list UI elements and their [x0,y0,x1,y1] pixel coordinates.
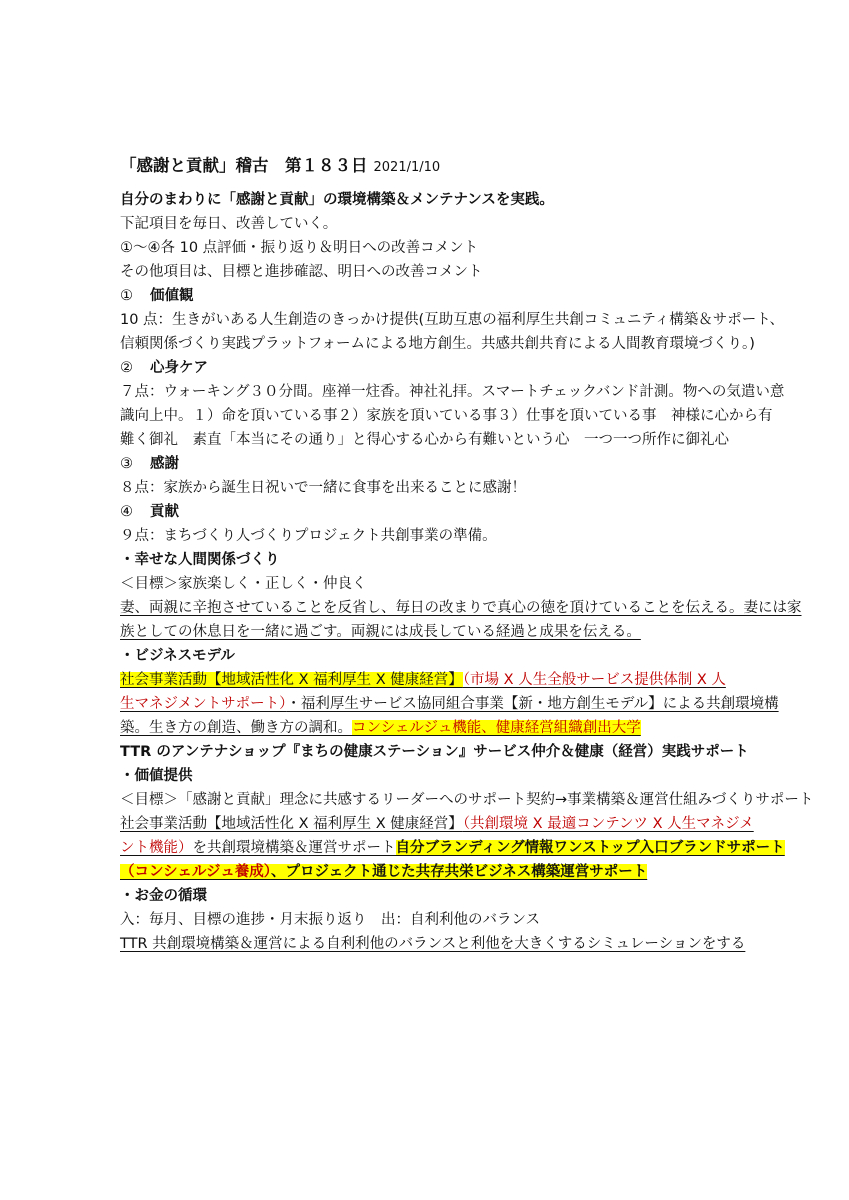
value-line-2 [120,812,754,836]
gratitude-body: ８点：家族から誕生日祝いで一緒に食事を出来ることに感謝！ [120,480,526,496]
business-text: 築。生き方の創造、働き方の調和。 [120,720,352,736]
business-line-1 [120,668,735,692]
red-text: ント機能） [120,840,193,856]
relations-body-line-2: 族としての休息日を一緒に過ごす。両親には成長している経過と成果を伝える。 [120,624,641,640]
red-text: （共創環境 X 最適コンテンツ X 人生マネジメ [462,816,754,832]
contribution-body: ９点：まちづくり人づくりプロジェクト共創事業の準備。 [120,528,497,544]
section-number: ④ [120,504,133,520]
red-text: 生マネジメントサポート） [120,696,287,712]
business-heading: ・ビジネスモデル [120,648,235,664]
mind-body-line-3: 難く御礼 素直「本当にその通り」と得心する心から有難いという心 一つ一つ所作に御礼心 [120,432,729,448]
value-goal: ＜目標＞「感謝と貢献」理念に共感するリーダーへのサポート契約→事業構築＆運営仕組みづくりサポート [120,792,814,808]
money-line-1: 入：毎月、目標の進捗・月末振り返り 出：自利利他のバランス [120,912,541,928]
section-number: ② [120,360,133,376]
highlighted-text: 社会事業活動【地域活性化 X 福利厚生 X 健康経営】 [120,672,463,688]
section-title: 貢献 [150,504,179,520]
business-line-2 [120,692,779,716]
relations-heading: ・幸せな人間関係づくり [120,552,280,568]
highlighted-bold-text: 、プロジェクト通じた共存共栄ビジネス構築運営サポート [270,864,648,880]
value-line-3 [120,836,785,860]
section-heading-gratitude [120,452,735,476]
section-title: 心身ケア [150,360,208,376]
value-heading: ・価値提供 [120,768,193,784]
money-line-2: TTR 共創環境構築＆運営による自利利他のバランスと利他を大きくするシミュレーションをする [120,936,746,952]
values-body-line-2: 信頼関係づくり実践プラットフォームによる地方創生。共感共創共育による人間教育環境づくり。) [120,336,755,352]
value-line-4 [120,860,735,884]
section-number: ① [120,288,133,304]
intro-line-2: ①～④各 10 点評価・振り返り＆明日への改善コメント [120,240,479,256]
section-title: 価値観 [150,288,194,304]
values-body-line-1: 10 点：生きがいある人生創造のきっかけ提供(互助互恵の福利厚生共創コミュニティ構築＆サポート、 [120,312,784,328]
document-body [120,150,814,956]
intro-line-1: 下記項目を毎日、改善していく。 [120,216,338,232]
value-text: を共創環境構築＆運営サポート [192,840,396,856]
section-title: 感謝 [150,456,179,472]
highlighted-red-text: コンシェルジュ機能、健康経営組織創出大学 [352,720,641,736]
section-number: ③ [120,456,133,472]
page-title [120,150,735,182]
money-heading: ・お金の循環 [120,888,207,904]
value-text: 社会事業活動【地域活性化 X 福利厚生 X 健康経営】 [120,816,463,832]
relations-body-line-1: 妻、両親に辛抱させていることを反省し、毎日の改まりで真心の徳を頂けていることを伝える。妻には家 [120,600,802,616]
section-heading-mind-body [120,356,735,380]
business-text: ・福利厚生サービス協同組合事業【新・地方創生モデル】による共創環境構 [286,696,779,712]
title-date: 2021/1/10 [373,160,441,175]
business-line-3 [120,716,735,740]
intro-headline: 自分のまわりに「感謝と貢献」の環境構築＆メンテナンスを実践。 [120,192,554,208]
highlighted-bold-text: 自分ブランディング情報ワンストップ入口ブランドサポート [395,840,785,856]
intro-line-3: その他項目は、目標と進捗確認、明日への改善コメント [120,264,483,280]
red-text: （市場 X 人生全般サービス提供体制 X 人 [462,672,726,688]
relations-goal: ＜目標＞家族楽しく・正しく・仲良く [120,576,367,592]
ttr-antenna-shop-line: TTR のアンテナショップ『まちの健康ステーション』サービス仲介＆健康（経営）実践サポート [120,744,749,760]
section-heading-contribution [120,500,735,524]
mind-body-line-1: ７点：ウォーキング３０分間。座禅一炷香。神社礼拝。スマートチェックバンド計測。物への気遣い意 [120,384,785,400]
title-main: 「感謝と貢献」稽古 第１８３日 [120,156,368,175]
highlighted-red-text: （コンシェルジュ養成） [120,864,271,880]
section-heading-values [120,284,735,308]
mind-body-line-2: 識向上中。１）命を頂いている事２）家族を頂いている事３）仕事を頂いている事 神様に心から有 [120,408,773,424]
